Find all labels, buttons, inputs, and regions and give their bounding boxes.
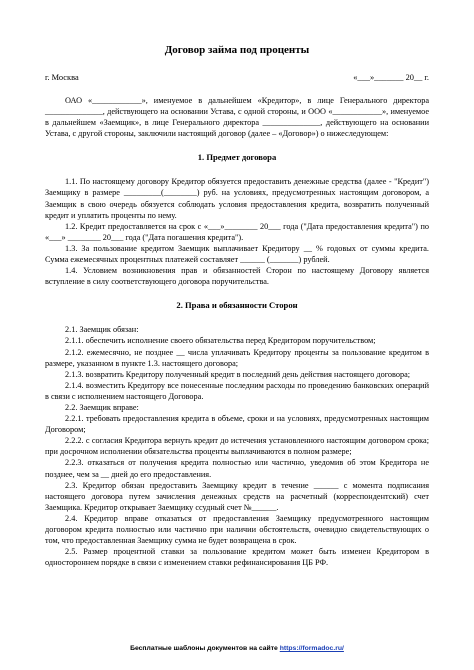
clause-2-1-2: 2.1.2. ежемесячно, не позднее __ числа уплачивать Кредитору проценты за пользование кредитом в размере, указанном в пункте 1.3. настоящего договора;: [45, 347, 429, 368]
clause-2-2: 2.2. Заемщик вправе:: [65, 402, 139, 412]
clause-2-5: 2.5. Размер процентной ставки за пользование кредитом может быть изменен Кредитором в одностороннем порядке в связи с изменением ставки рефинансирования ЦБ РФ.: [45, 547, 429, 568]
section-2-title: 2. Права и обязанности Сторон: [176, 300, 298, 311]
clause-1-4: 1.4. Условием возникновения прав и обязанностей Сторон по настоящему Договору является вступление в силу соответствующего договора поручительства.: [45, 266, 429, 287]
clause-2-1: 2.1. Заемщик обязан:: [65, 325, 139, 335]
clause-2-1-4: 2.1.4. возместить Кредитору все понесенные последним расходы по проведению банковских операций в связи с исполнением настоящего Договора.: [45, 380, 429, 401]
city-date-line: [45, 73, 429, 82]
clause-2-2-3: 2.2.3. отказаться от получения кредита полностью или частично, уведомив об этом Кредитора не позднее, чем за __ дней до его предоставления.: [45, 458, 429, 479]
clause-2-4: 2.4. Кредитор вправе отказаться от предоставления Заемщику предусмотренного настоящим договором кредита полностью или частично при наличии обстоятельств, очевидно свидетельствующих о том, что предоставленная Заемщику сумма не будет возвращена в срок.: [45, 513, 429, 546]
city: г. Москва: [45, 73, 79, 82]
document-title: Договор займа под проценты: [164, 44, 310, 56]
clause-1-2: 1.2. Кредит предоставляется на срок с «___»________ 20___ года ("Дата предоставления кредита") по «___» ________ 20___ года ("Дата погашения кредита").: [45, 221, 429, 242]
clause-1-1: 1.1. По настоящему договору Кредитор обязуется предоставить денежные средства (далее - "Кредит") Заемщику в размере _________(________) руб. на условиях, предусмотренных настоящим договором, а Заемщик в свою очередь обязуется соблюдать условия предоставления кредита, возвратить полученный кредит и уплатить проценты по нему.: [45, 177, 429, 220]
clause-2-2-2: 2.2.2. с согласия Кредитора вернуть кредит до истечения установленного настоящим договором срока; при досрочном исполнении обязательства проценты выплачиваются в полном размере;: [45, 436, 429, 457]
preamble: ОАО «____________», именуемое в дальнейшем «Кредитор», в лице Генерального директора ______________, действующего на основании Устава, с одной стороны, и ООО «____________», именуемое в дальнейшем «Заемщик», в лице Генерального директора ______________, действующего на основании Устава, с другой стороны, заключили настоящий договор (далее – «Договор») о нижеследующем:: [45, 96, 429, 139]
contract-body: [45, 95, 429, 568]
clause-2-3: 2.3. Кредитор обязан предоставить Заемщику кредит в течение ______ с момента подписания настоящего договора путем зачисления денежных средств на расчетный (корреспондентский) счет Заемщика. Кредитор открывает Заемщику ссудный счет №______.: [45, 480, 429, 512]
clause-2-1-1: 2.1.1. обеспечить исполнение своего обязательства перед Кредитором поручительством;: [65, 336, 376, 346]
footer-link[interactable]: https://formadoc.ru/: [279, 645, 344, 652]
clause-1-3: 1.3. За пользование кредитом Заемщик выплачивает Кредитору __ % годовых от суммы кредита. Сумма ежемесячных процентных платежей составляет ______ (_______) рублей.: [45, 243, 429, 265]
clause-2-1-3: 2.1.3. возвратить Кредитору полученный кредит в последний день действия настоящего договора;: [65, 369, 411, 379]
footer: [0, 645, 474, 652]
footer-text: Бесплатные шаблоны документов на сайте: [130, 645, 278, 652]
contract-date: «___»_______ 20__ г.: [353, 73, 429, 82]
section-1-title: 1. Предмет договора: [197, 152, 277, 163]
clause-2-2-1: 2.2.1. требовать предоставления кредита в объеме, сроки и на условиях, предусмотренных настоящим Договором;: [45, 414, 429, 435]
